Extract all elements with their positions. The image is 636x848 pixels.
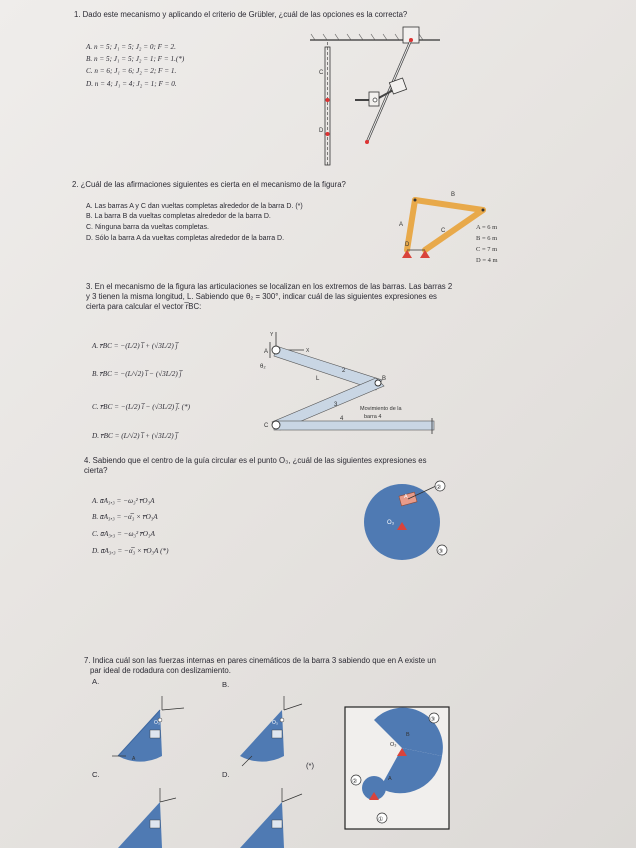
q4-option-c[interactable]: C. a̅A₃,₃ = −ω₃² r̅O₃A — [92, 530, 155, 538]
q3-label-bar3: 3 — [334, 402, 338, 408]
q3-option-d[interactable]: D. r̅BC = (L/√2) i̅ + (√3L/2) j̅ — [92, 432, 178, 440]
q7-ref-label-o3: O₃ — [390, 742, 397, 748]
q7-correct-mark: (*) — [306, 761, 315, 770]
question-4-text-line2: cierta? — [84, 466, 108, 475]
q2-bar-label-d: D — [405, 242, 410, 248]
q7-option-c-figure — [110, 782, 200, 848]
q3-label-y: Y — [270, 332, 274, 338]
q1-mechanism-figure — [305, 22, 445, 172]
q4-label-2: ② — [436, 485, 442, 491]
q3-motion-label-1: Movimiento de la — [360, 406, 402, 412]
q1-label-c: C — [319, 70, 324, 76]
q3-label-x: X — [306, 348, 310, 354]
q1-option-d[interactable]: D. n = 4; J₁ = 4; J₂ = 1; F = 0. — [86, 80, 177, 88]
q4-option-d[interactable]: D. a̅A₃,₃ = −α̅₃ × r̅O₃A (*) — [92, 547, 169, 555]
q2-length-d: D = 4 m — [476, 257, 498, 264]
q3-label-c: C — [264, 423, 269, 429]
q7-option-a-figure — [110, 690, 200, 770]
q7-ref-label-b: B — [406, 732, 410, 738]
q7-ref-label-2: ② — [352, 779, 358, 785]
q7-ref-label-a: A — [388, 776, 392, 782]
q3-option-a[interactable]: A. r̅BC = −(L/2) i̅ + (√3L/2) j̅ — [92, 342, 178, 350]
q3-motion-label-2: barra 4 — [364, 414, 382, 420]
q4-label-3: ③ — [438, 549, 444, 555]
q4-circular-guide-figure — [362, 474, 462, 574]
q2-length-b: B = 6 m — [476, 235, 498, 242]
q4-label-o3: O₃ — [387, 520, 395, 526]
question-2-text: 2. ¿Cuál de las afirmaciones siguientes es cierta en el mecanismo de la figura? — [72, 180, 346, 189]
q7-sub-c[interactable]: C. — [92, 770, 100, 779]
q7-reference-figure — [344, 706, 450, 830]
q2-length-a: A = 6 m — [476, 224, 498, 231]
q1-option-b[interactable]: B. n = 5; J₁ = 5; J₂ = 1; F = 1.(*) — [86, 55, 185, 63]
question-1-text: 1. Dado este mecanismo y aplicando el criterio de Grübler, ¿cuál de las opciones es la correcta? — [74, 10, 408, 19]
q7b-label-o3: O₃ — [272, 720, 278, 726]
q3-label-l: L — [316, 376, 320, 382]
q4-option-b[interactable]: B. a̅A₃,₃ = −α̅₃ × r̅O₃A — [92, 513, 158, 521]
q2-bar-label-b: B — [451, 192, 456, 198]
question-7-text-line1: 7. Indica cuál son las fuerzas internas en pares cinemáticos de la barra 3 sabiendo que en A existe un — [84, 656, 436, 665]
q7a-label-o3: O₃ — [154, 720, 160, 726]
q2-length-c: C = 7 m — [476, 246, 498, 253]
question-3-text-line3: cierta para calcular el vector r̅BC: — [86, 302, 202, 311]
question-7-text-line2: par ideal de rodadura con deslizamiento. — [90, 666, 231, 675]
question-3-text-line2: y 3 tienen la misma longitud, L. Sabiendo que θ₂ = 300°, indicar cuál de las siguientes expresiones es — [86, 292, 437, 301]
q1-label-d: D — [319, 128, 324, 134]
q3-label-b: B — [382, 376, 387, 382]
question-3-text-line1: 3. En el mecanismo de la figura las articulaciones se localizan en los extremos de las barras. Las barras 2 — [86, 282, 453, 291]
q3-label-bar2: 2 — [342, 368, 346, 374]
q7-sub-b[interactable]: B. — [222, 680, 230, 689]
q3-label-a: A — [264, 349, 269, 355]
q3-option-b[interactable]: B. r̅BC = −(L/√2) i̅ − (√3L/2) j̅ — [92, 370, 182, 378]
question-4-text-line1: 4. Sabiendo que el centro de la guía circular es el punto O₃, ¿cuál de las siguientes expresiones es — [84, 456, 427, 465]
q2-option-a[interactable]: A. Las barras A y C dan vueltas completas alrededor de la barra D. (*) — [86, 203, 303, 210]
q3-label-bar4: 4 — [340, 416, 344, 422]
q2-option-b[interactable]: B. La barra B da vueltas completas alrededor de la barra D. — [86, 213, 271, 220]
q7-sub-d[interactable]: D. — [222, 770, 230, 779]
q3-mechanism-figure — [252, 328, 442, 438]
q4-label-a: A — [404, 494, 408, 500]
q1-option-a[interactable]: A. n = 5; J₁ = 5; J₂ = 0; F = 2. — [86, 43, 176, 51]
q2-option-c[interactable]: C. Ninguna barra da vueltas completas. — [86, 224, 209, 231]
q1-option-c[interactable]: C. n = 6; J₁ = 6; J₂ = 2; F = 1. — [86, 67, 177, 75]
q7-ref-label-3: ③ — [430, 717, 436, 723]
q7-sub-a[interactable]: A. — [92, 677, 100, 686]
q2-option-d[interactable]: D. Sólo la barra A da vueltas completas alrededor de la barra D. — [86, 235, 285, 242]
q4-option-a[interactable]: A. a̅A₃,₃ = −ω₃² r̅O₃A — [92, 497, 155, 505]
q2-bar-label-a: A — [399, 222, 404, 228]
q7-option-d-figure — [232, 782, 322, 848]
q7-option-b-figure — [232, 690, 322, 770]
q2-bar-label-c: C — [441, 228, 446, 234]
q7a-label-a: A — [132, 756, 136, 762]
q3-option-c[interactable]: C. r̅BC = −(L/2) i̅ − (√3L/2) j̅. (*) — [92, 403, 190, 411]
q7-ref-label-1: ① — [378, 817, 384, 823]
q3-label-theta: θ₂ — [260, 364, 266, 370]
